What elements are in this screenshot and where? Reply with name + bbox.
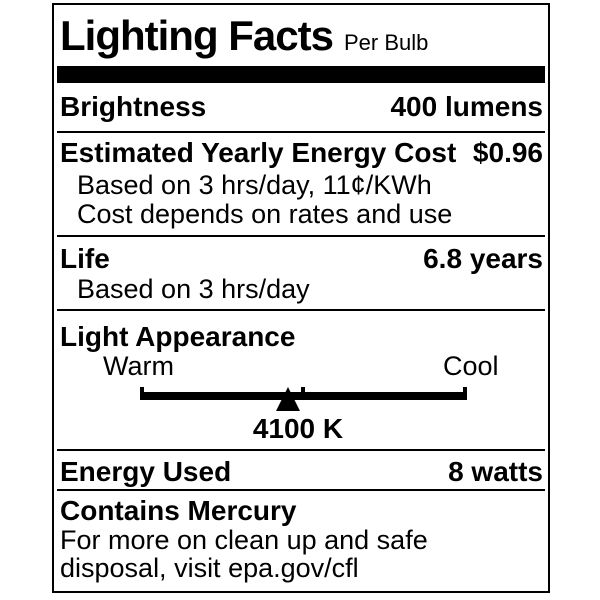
life-value: 6.8 years: [423, 243, 543, 274]
scale-right-tick: [463, 387, 467, 400]
warm-label: Warm: [103, 351, 174, 381]
energy-cost-row: [54, 133, 548, 169]
label-header: [54, 5, 548, 60]
brightness-row: [54, 83, 548, 123]
temperature-marker-triangle: [276, 387, 300, 411]
kelvin-value: 4100 K: [252, 413, 344, 444]
per-bulb-subtitle: Per Bulb: [344, 30, 429, 55]
mercury-note-line-1: For more on clean up and safe: [60, 525, 428, 555]
lighting-facts-label: [52, 3, 550, 593]
energy-used-row: [54, 451, 548, 488]
life-label: Life: [60, 243, 110, 274]
energy-cost-notes: [54, 171, 548, 229]
energy-cost-value: $0.96: [472, 137, 543, 168]
brightness-value: 400 lumens: [390, 91, 543, 122]
scale-center-tick: [301, 387, 305, 397]
brightness-label: Brightness: [60, 91, 207, 122]
label-title: Lighting Facts: [60, 12, 333, 59]
energy-used-value: 8 watts: [448, 456, 543, 487]
cool-label: Cool: [443, 351, 499, 381]
energy-cost-note-disclaimer: Cost depends on rates and use: [77, 199, 453, 229]
mercury-section: [54, 491, 548, 582]
light-appearance-label: Light Appearance: [60, 321, 296, 352]
life-row: [54, 237, 548, 275]
life-note-basis: Based on 3 hrs/day: [77, 274, 310, 304]
energy-cost-note-basis: Based on 3 hrs/day, 11¢/KWh: [77, 170, 432, 200]
scale-left-tick: [140, 387, 144, 400]
energy-cost-label: Estimated Yearly Energy Cost: [60, 137, 457, 168]
mercury-note-line-2: disposal, visit epa.gov/cfl: [60, 553, 359, 583]
energy-used-label: Energy Used: [60, 456, 232, 487]
light-appearance-section: [54, 311, 548, 444]
mercury-label: Contains Mercury: [60, 495, 297, 526]
header-separator-bar: [57, 66, 545, 83]
